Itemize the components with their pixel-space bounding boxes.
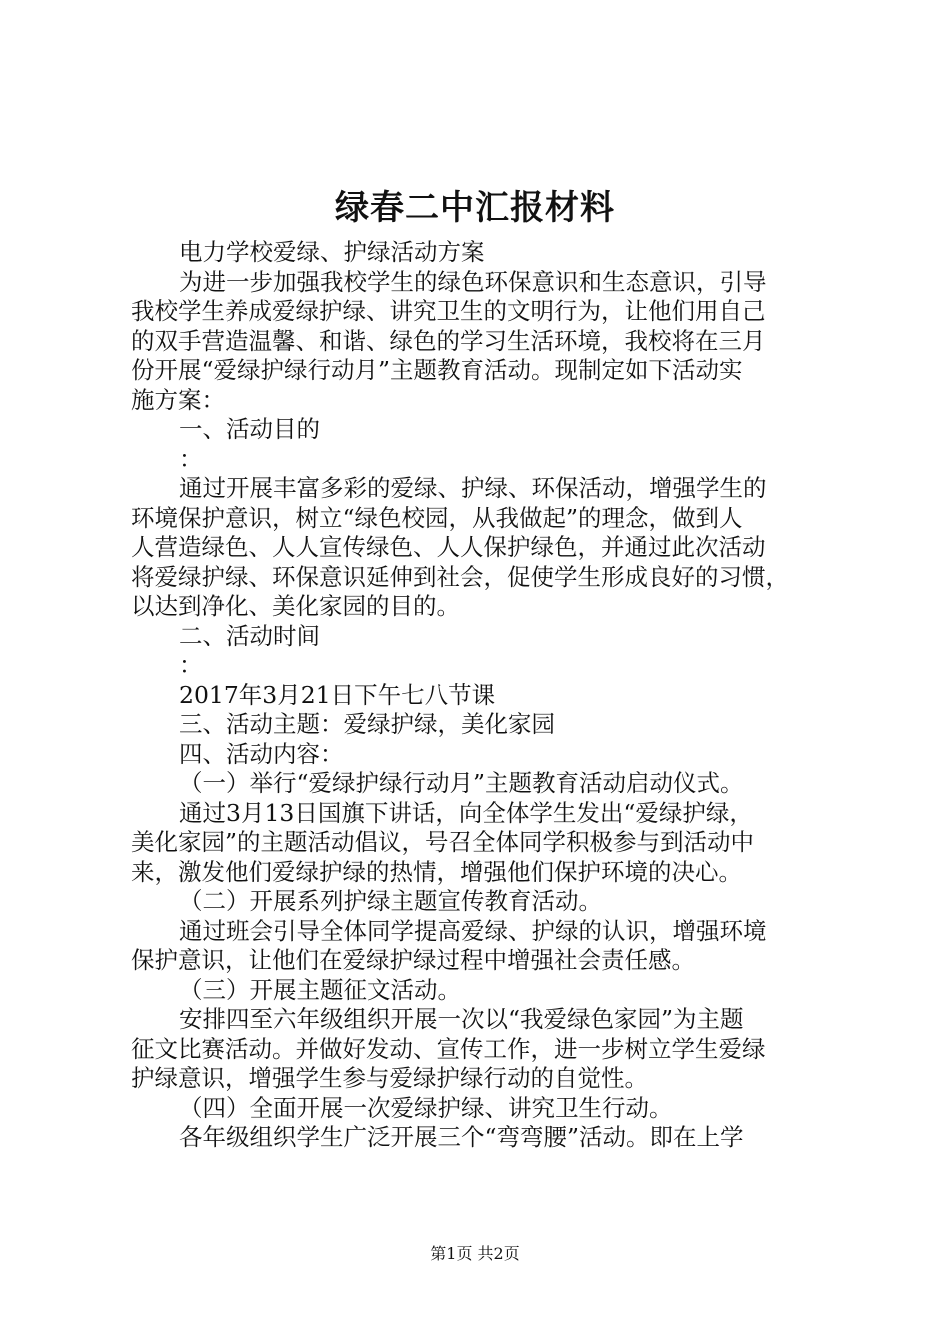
- body-line: 各年级组织学生广泛开展三个“弯弯腰”活动。即在上学: [179, 1123, 744, 1151]
- body-line: 施方案：: [131, 385, 225, 414]
- body-line: 三、活动主题：爱绿护绿，美化家园: [179, 710, 555, 738]
- body-line: ：: [179, 651, 203, 679]
- body-line: 来，激发他们爱绿护绿的热情，增强他们保护环境的决心。: [131, 857, 742, 886]
- body-line: （三）开展主题征文活动。: [179, 975, 461, 1004]
- body-line: 二、活动时间: [179, 621, 320, 650]
- body-line: 份开展“爱绿护绿行动月”主题教育活动。现制定如下活动实: [131, 356, 743, 384]
- body-line: 的双手营造温馨、和谐、绿色的学习生活环境，我校将在三月: [131, 326, 766, 355]
- body-line: 2017年3月21日下午七八节课: [179, 680, 496, 709]
- document-body: [131, 238, 831, 1153]
- body-line: 环境保护意识，树立“绿色校园，从我做起”的理念，做到人: [131, 503, 743, 532]
- page-footer: 第1页 共2页: [430, 1244, 520, 1263]
- body-line: 以达到净化、美化家园的目的。: [131, 592, 460, 620]
- body-line: 四、活动内容：: [179, 739, 344, 768]
- body-line: 我校学生养成爱绿护绿、讲究卫生的文明行为，让他们用自己: [131, 297, 766, 325]
- document-title: 绿春二中汇报材料: [335, 188, 615, 228]
- body-line: ：: [179, 444, 203, 473]
- body-line: 为进一步加强我校学生的绿色环保意识和生态意识，引导: [179, 267, 767, 296]
- body-line: 通过开展丰富多彩的爱绿、护绿、环保活动，增强学生的: [179, 474, 767, 502]
- body-line: 电力学校爱绿、护绿活动方案: [179, 238, 485, 266]
- body-line: （四）全面开展一次爱绿护绿、讲究卫生行动。: [179, 1093, 673, 1122]
- body-line: 保护意识，让他们在爱绿护绿过程中增强社会责任感。: [131, 946, 695, 974]
- body-line: （二）开展系列护绿主题宣传教育活动。: [179, 887, 602, 915]
- body-line: 将爱绿护绿、环保意识延伸到社会，促使学生形成良好的习惯，: [131, 562, 789, 591]
- body-line: 护绿意识，增强学生参与爱绿护绿行动的自觉性。: [131, 1064, 648, 1092]
- body-line: 美化家园”的主题活动倡议，号召全体同学积极参与到活动中: [131, 828, 755, 856]
- body-line: 通过班会引导全体同学提高爱绿、护绿的认识，增强环境: [179, 916, 767, 945]
- body-line: （一）举行“爱绿护绿行动月”主题教育活动启动仪式。: [179, 769, 744, 797]
- body-line: 征文比赛活动。并做好发动、宣传工作，进一步树立学生爱绿: [131, 1034, 766, 1063]
- body-line: 通过3月13日国旗下讲话，向全体学生发出“爱绿护绿，: [179, 798, 753, 827]
- body-line: 安排四至六年级组织开展一次以“我爱绿色家园”为主题: [179, 1005, 744, 1033]
- body-line: 一、活动目的: [179, 415, 320, 443]
- body-line: 人营造绿色、人人宣传绿色、人人保护绿色，并通过此次活动: [131, 533, 766, 561]
